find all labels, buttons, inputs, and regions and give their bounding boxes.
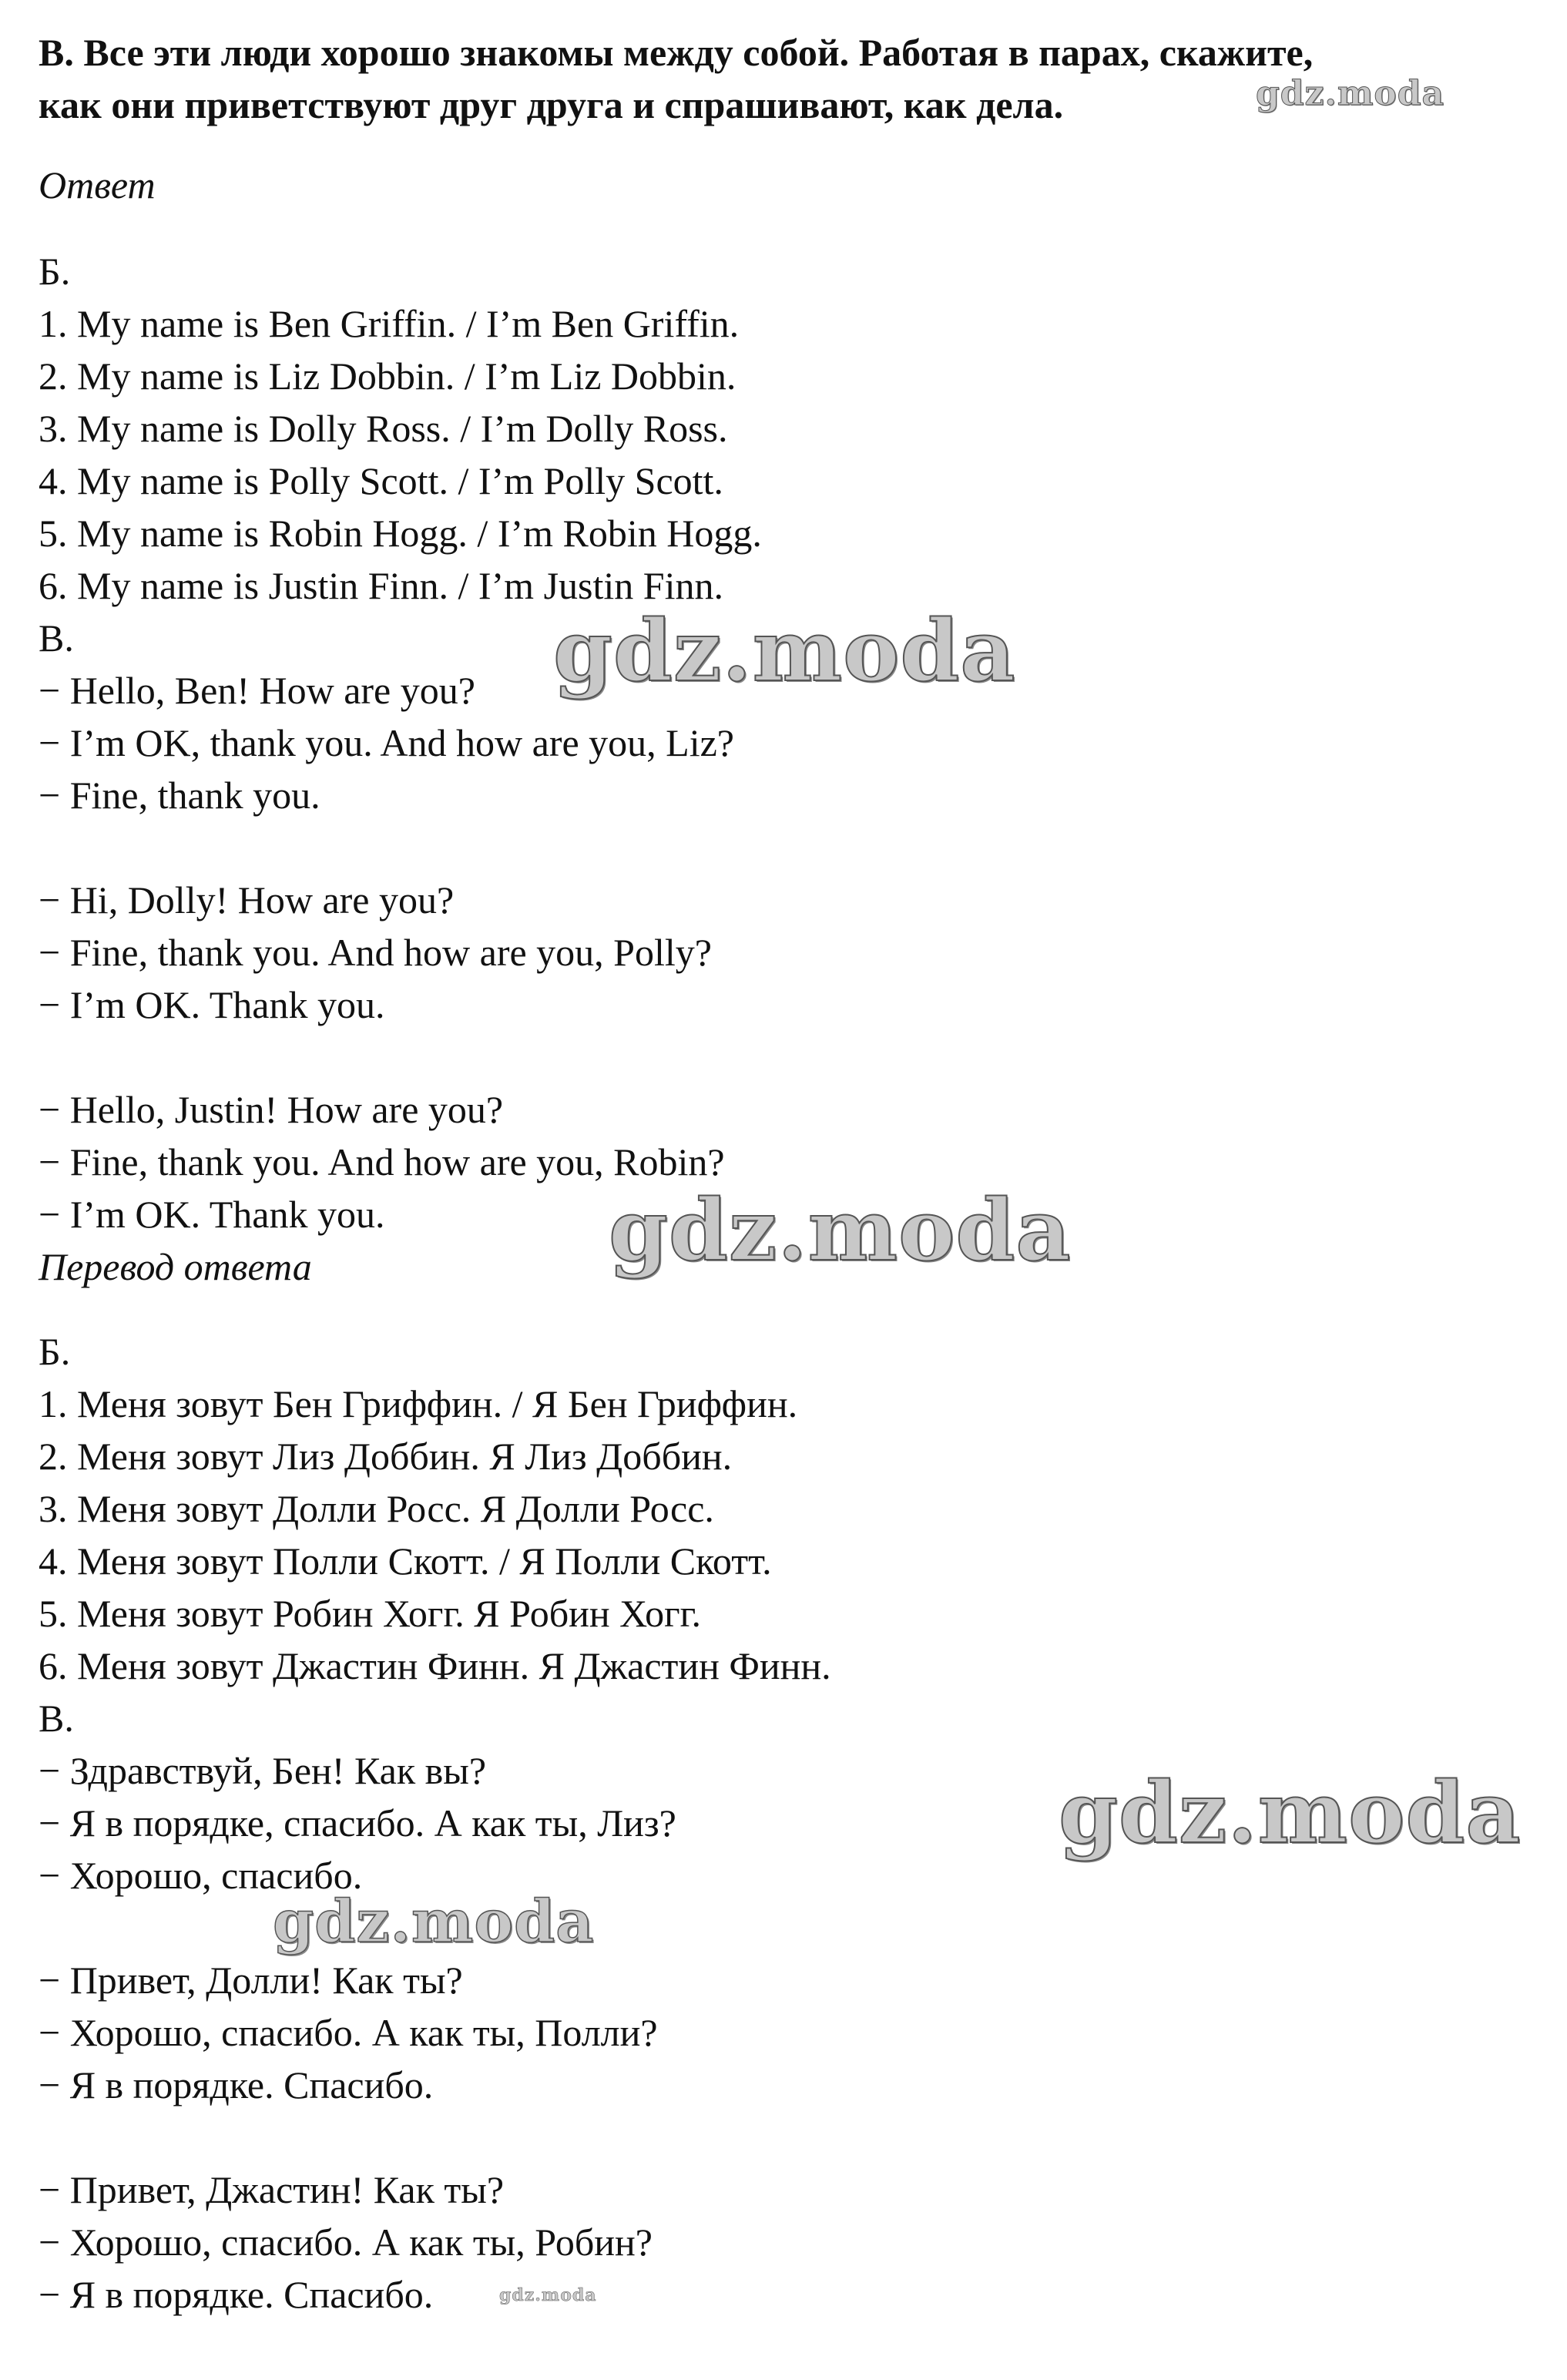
translation-line: 5. Меня зовут Робин Хогг. Я Робин Хогг.: [39, 1592, 702, 1635]
task-heading-line-2: как они приветствуют друг друга и спрашивают, как дела.: [39, 83, 1064, 126]
answer-line: − Hi, Dolly! How are you?: [39, 878, 455, 921]
translation-line: − Я в порядке. Спасибо.: [39, 2063, 434, 2106]
translation-line: − Хорошо, спасибо. А как ты, Робин?: [39, 2221, 653, 2264]
watermark-logo: gdz.moda: [1059, 1763, 1522, 1862]
translation-line: 2. Меня зовут Лиз Доббин. Я Лиз Доббин.: [39, 1435, 733, 1478]
translation-line: − Я в порядке, спасибо. А как ты, Лиз?: [39, 1801, 676, 1845]
answer-line: − I’m OK, thank you. And how are you, Liz?: [39, 721, 735, 764]
answer-line: − I’m OK. Thank you.: [39, 983, 385, 1026]
translation-line: 3. Меня зовут Долли Росс. Я Долли Росс.: [39, 1487, 714, 1530]
answer-line: Б.: [39, 250, 71, 293]
translation-line: В.: [39, 1697, 74, 1740]
translation-line: − Я в порядке. Спасибо.: [39, 2273, 434, 2316]
translation-line: Б.: [39, 1330, 71, 1373]
answer-line: − Fine, thank you. And how are you, Polly?: [39, 931, 712, 974]
translation-line: − Здравствуй, Бен! Как вы?: [39, 1749, 487, 1792]
translation-line: 4. Меня зовут Полли Скотт. / Я Полли Скотт.: [39, 1539, 772, 1583]
answer-line: 4. My name is Polly Scott. / I’m Polly Scott.: [39, 459, 723, 502]
answer-line: − Fine, thank you.: [39, 774, 320, 817]
answer-line: − I’m OK. Thank you.: [39, 1193, 385, 1236]
translation-line: − Привет, Долли! Как ты?: [39, 1959, 463, 2002]
answer-line: − Hello, Justin! How are you?: [39, 1088, 504, 1131]
answer-line: 5. My name is Robin Hogg. / I’m Robin Hogg.: [39, 512, 762, 555]
answer-line: − Fine, thank you. And how are you, Robin?: [39, 1140, 725, 1183]
translation-line: − Привет, Джастин! Как ты?: [39, 2168, 505, 2211]
translation-line: 1. Меня зовут Бен Гриффин. / Я Бен Гриффин.: [39, 1382, 798, 1425]
task-heading-line-1: В. Все эти люди хорошо знакомы между собой. Работая в парах, скажите,: [39, 31, 1314, 74]
translation-line: 6. Меня зовут Джастин Финн. Я Джастин Финн.: [39, 1644, 831, 1687]
answer-line: − Hello, Ben! How are you?: [39, 669, 475, 712]
answer-line: 3. My name is Dolly Ross. / I’m Dolly Ross.: [39, 407, 728, 450]
watermark-logo: gdz.moda: [273, 1887, 595, 1955]
translation-line: − Хорошо, спасибо. А как ты, Полли?: [39, 2011, 658, 2054]
watermark-logo: gdz.moda: [1256, 74, 1445, 113]
watermark-logo: gdz.moda: [609, 1180, 1072, 1280]
translation-line: − Хорошо, спасибо.: [39, 1854, 363, 1897]
answer-line: 2. My name is Liz Dobbin. / I’m Liz Dobbin.: [39, 354, 737, 398]
watermark-logo: gdz.moda: [553, 601, 1016, 700]
answer-line: 6. My name is Justin Finn. / I’m Justin Finn.: [39, 564, 723, 607]
answer-line: В.: [39, 616, 74, 660]
answer-label: Ответ: [39, 163, 156, 206]
translation-label: Перевод ответа: [39, 1245, 312, 1288]
answer-line: 1. My name is Ben Griffin. / I’m Ben Griffin.: [39, 302, 740, 345]
watermark-logo: gdz.moda: [499, 2285, 597, 2305]
